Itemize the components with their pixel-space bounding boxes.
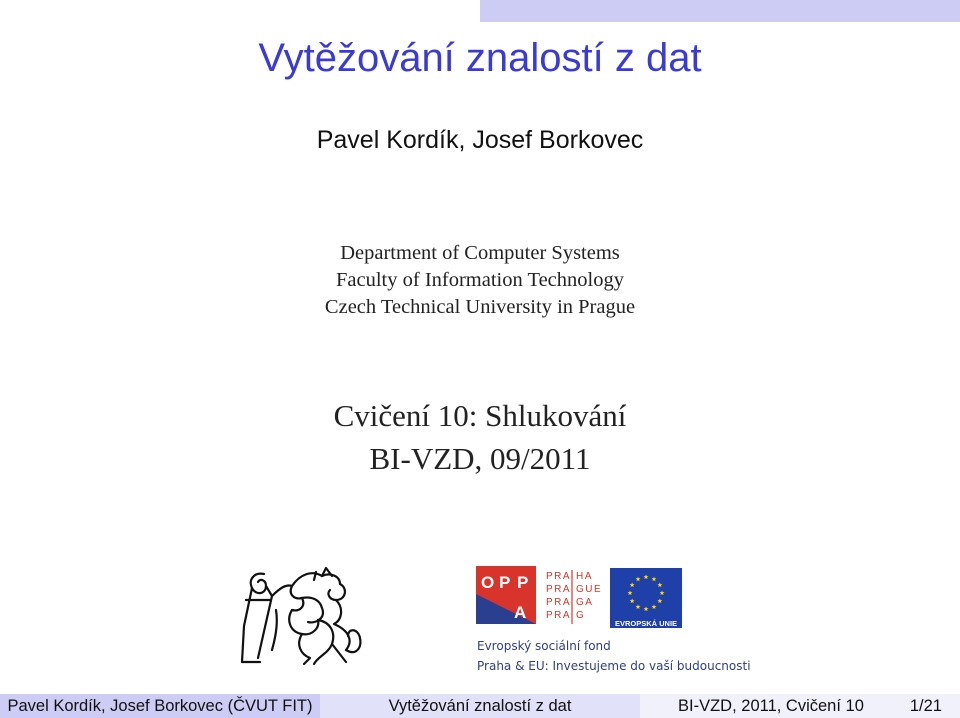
footer-page-number: 1/21: [909, 696, 942, 715]
praha-grid-cell: GUE: [576, 584, 603, 595]
slide-authors: Pavel Kordík, Josef Borkovec: [316, 126, 644, 154]
oppa-eu-logo: [476, 566, 682, 630]
praha-grid-cell: GA: [576, 597, 594, 608]
slide-subtitle: [0, 394, 960, 480]
top-nav-strip-left: [0, 0, 480, 22]
footer-title: Vytěžování znalostí z dat: [320, 694, 640, 718]
praha-grid-cell: PRA: [546, 571, 572, 582]
oppa-letter: P: [517, 573, 529, 592]
footer-session: BI-VZD, 2011, Cvičení 10: [678, 696, 864, 715]
esf-caption-line: Praha & EU: Investujeme do vaší budoucnosti: [477, 659, 751, 673]
footer-bar: [0, 694, 960, 718]
praha-grid-cell: PRA: [546, 597, 572, 608]
oppa-letter: A: [514, 603, 527, 622]
esf-caption-line: Evropský sociální fond: [477, 639, 611, 653]
footer-author: Pavel Kordík, Josef Borkovec (ČVUT FIT): [0, 694, 320, 718]
top-nav-strip-right: [480, 0, 960, 22]
praha-grid-cell: PRA: [546, 584, 572, 595]
oppa-letter: P: [499, 573, 511, 592]
slide-title: Vytěžování znalostí z dat: [258, 36, 702, 80]
praha-grid-cell: G: [576, 610, 586, 621]
esf-caption: [477, 636, 751, 676]
oppa-letter: O: [481, 573, 495, 592]
institute-block: [0, 240, 960, 321]
institute-line: Czech Technical University in Prague: [324, 296, 636, 318]
praha-grid-cell: PRA: [546, 610, 572, 621]
institute-line: Faculty of Information Technology: [336, 269, 624, 291]
institute-line: Department of Computer Systems: [340, 242, 620, 264]
eu-label: EVROPSKÁ UNIE: [614, 619, 678, 628]
subtitle-line: BI-VZD, 09/2011: [369, 441, 591, 476]
footer-session-block: [640, 694, 960, 718]
subtitle-line: Cvičení 10: Shlukování: [333, 398, 627, 433]
cvut-lion-logo: [236, 566, 368, 668]
praha-grid-cell: HA: [576, 571, 593, 582]
